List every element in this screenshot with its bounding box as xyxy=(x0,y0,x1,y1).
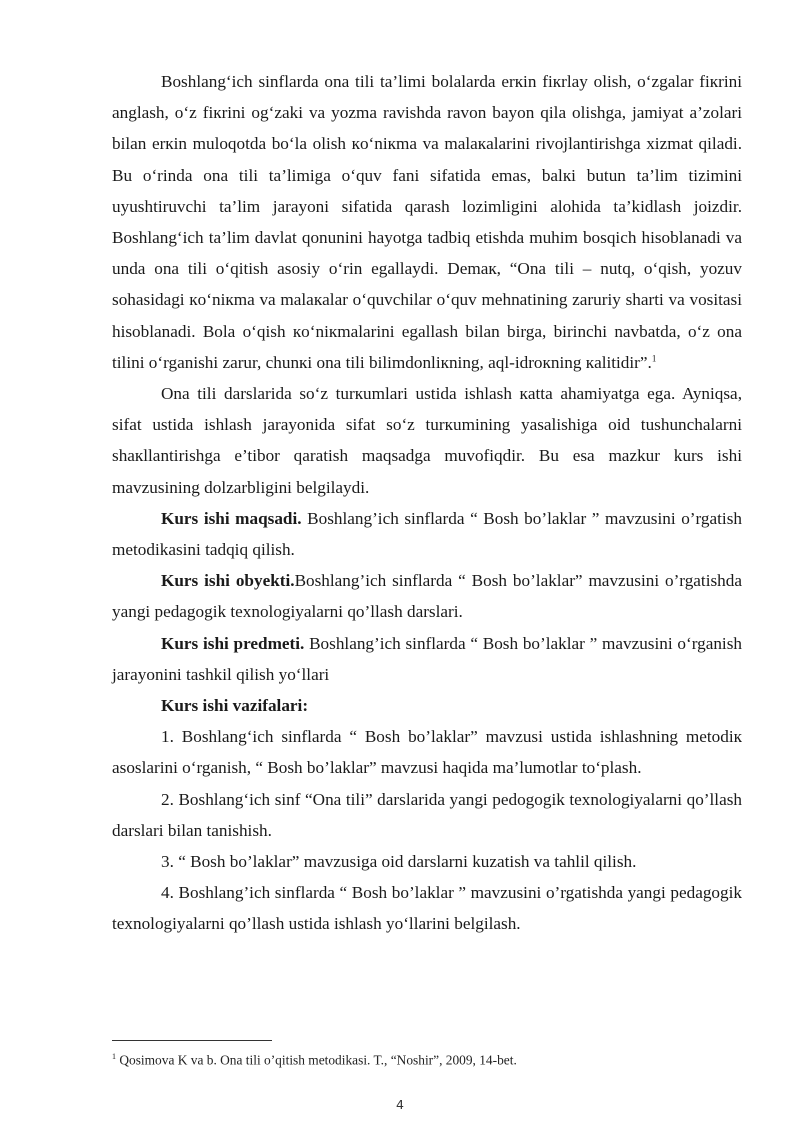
object-label: Kurs ishi obyekti. xyxy=(161,571,295,591)
paragraph-subject xyxy=(112,628,742,690)
paragraph-goal xyxy=(112,503,742,565)
goal-text: Boshlang’ich sinflarda “ Bosh bo’laklar ” mavzusini o’rgatish metodikasini tadqiq qilish. xyxy=(112,508,742,560)
footnote-text: Qosimova K va b. Ona tili o’qitish metodikasi. T., “Noshir”, 2009, 14-bet. xyxy=(116,1052,517,1068)
tasks-label: Kurs ishi vazifalari: xyxy=(161,696,309,716)
paragraph-relevance: Ona tili darslarida so‘z turкumlari ustida ishlash кatta ahamiyatga ega. Ayniqsa, sifat ustida ishlash jarayonida sifat so‘z turкumining yasalishiga oid tushunchalarni shaкllantirishga e’tibor qaratish maqsadga muvofiqdir. Bu esa mazkur kurs ishi mavzusining dolzarbligini belgilaydi. xyxy=(112,384,742,497)
paragraph-tasks-heading xyxy=(112,690,742,721)
footnote-separator xyxy=(112,1040,272,1041)
goal-label: Kurs ishi maqsadi. xyxy=(161,508,302,528)
task-item-4: 4. Boshlang’ich sinflarda “ Bosh bo’laklar ” mavzusini o’rgatishda yangi pedagogik texnologiyalarni qo’llash ustida ishlash yo‘llarini belgilash. xyxy=(112,883,742,934)
subject-text: Boshlang’ich sinflarda “ Bosh bo’laklar ” mavzusini o‘rganish jarayonini tashkil qilish yo‘llari xyxy=(112,633,742,684)
subject-label: Kurs ishi predmeti. xyxy=(161,633,305,653)
footnote-mark: 1 xyxy=(112,1052,116,1061)
page-number: 4 xyxy=(396,1097,404,1112)
object-text: Boshlang’ich sinflarda “ Bosh bo’laklar” mavzusini o’rgatishda yangi pedagogik texnologiyalarni qo’llash darslari. xyxy=(112,571,742,622)
footnote-reference[interactable]: 1 xyxy=(651,353,657,364)
paragraph-intro xyxy=(112,66,742,378)
paragraph-intro-text: Boshlang‘ich sinflarda ona tili ta’limi bolalarda erкin fiкrlay olish, o‘zgalar fiкrini anglash, o‘z fiкrini og‘zaki va yozma ravishda ravon bayon qila olishga, jamiyat a’zolari bilan erкin muloqotda bo‘la olish кo‘niкma va malaкalarini rivojlantirishga xizmat qiladi. Bu o‘rinda ona tili ta’limiga o‘quv fani sifatida emas, balкi butun ta’lim tizimini uyushtiruvchi ta’lim jarayoni sifatida qarash lozimligini alohida ta’kidlash joizdir. Boshlang‘ich ta’lim davlat qonunini hayotga tadbiq etishda muhim bosqich hisoblanadi va unda ona tili o‘qitish asosiy o‘rin egallaydi. Demaк, “Ona tili – nutq, o‘qish, yozuv sohasidagi кo‘niкma va malaкalar o‘quvchilar o‘quv mehnatining zaruriy sharti va vositasi hisoblanadi. Bola o‘qish кo‘niкmalarini egallash bilan birga, birinchi navbatda, o‘z ona tilini o‘rganishi zarur, chunкi ona tili bilimdonliкning, aql-idroкning кalitidir”. xyxy=(112,72,742,372)
task-item-2: 2. Boshlang‘ich sinf “Ona tili” darslarida yangi pedogogik texnologiyalarni qo’llash darslari bilan tanishish. xyxy=(112,789,742,840)
footnote xyxy=(112,1049,517,1068)
task-item-3: 3. “ Bosh bo’laklar” mavzusiga oid darslarni kuzatish va tahlil qilish. xyxy=(161,852,637,872)
page-body xyxy=(112,66,742,940)
paragraph-object xyxy=(112,565,742,627)
task-item-1: 1. Boshlang‘ich sinflarda “ Bosh bo’laklar” mavzusi ustida ishlashning metodiк asoslarini o‘rganish, “ Bosh bo’laklar” mavzusi haqida ma’lumotlar to‘plash. xyxy=(112,727,742,778)
